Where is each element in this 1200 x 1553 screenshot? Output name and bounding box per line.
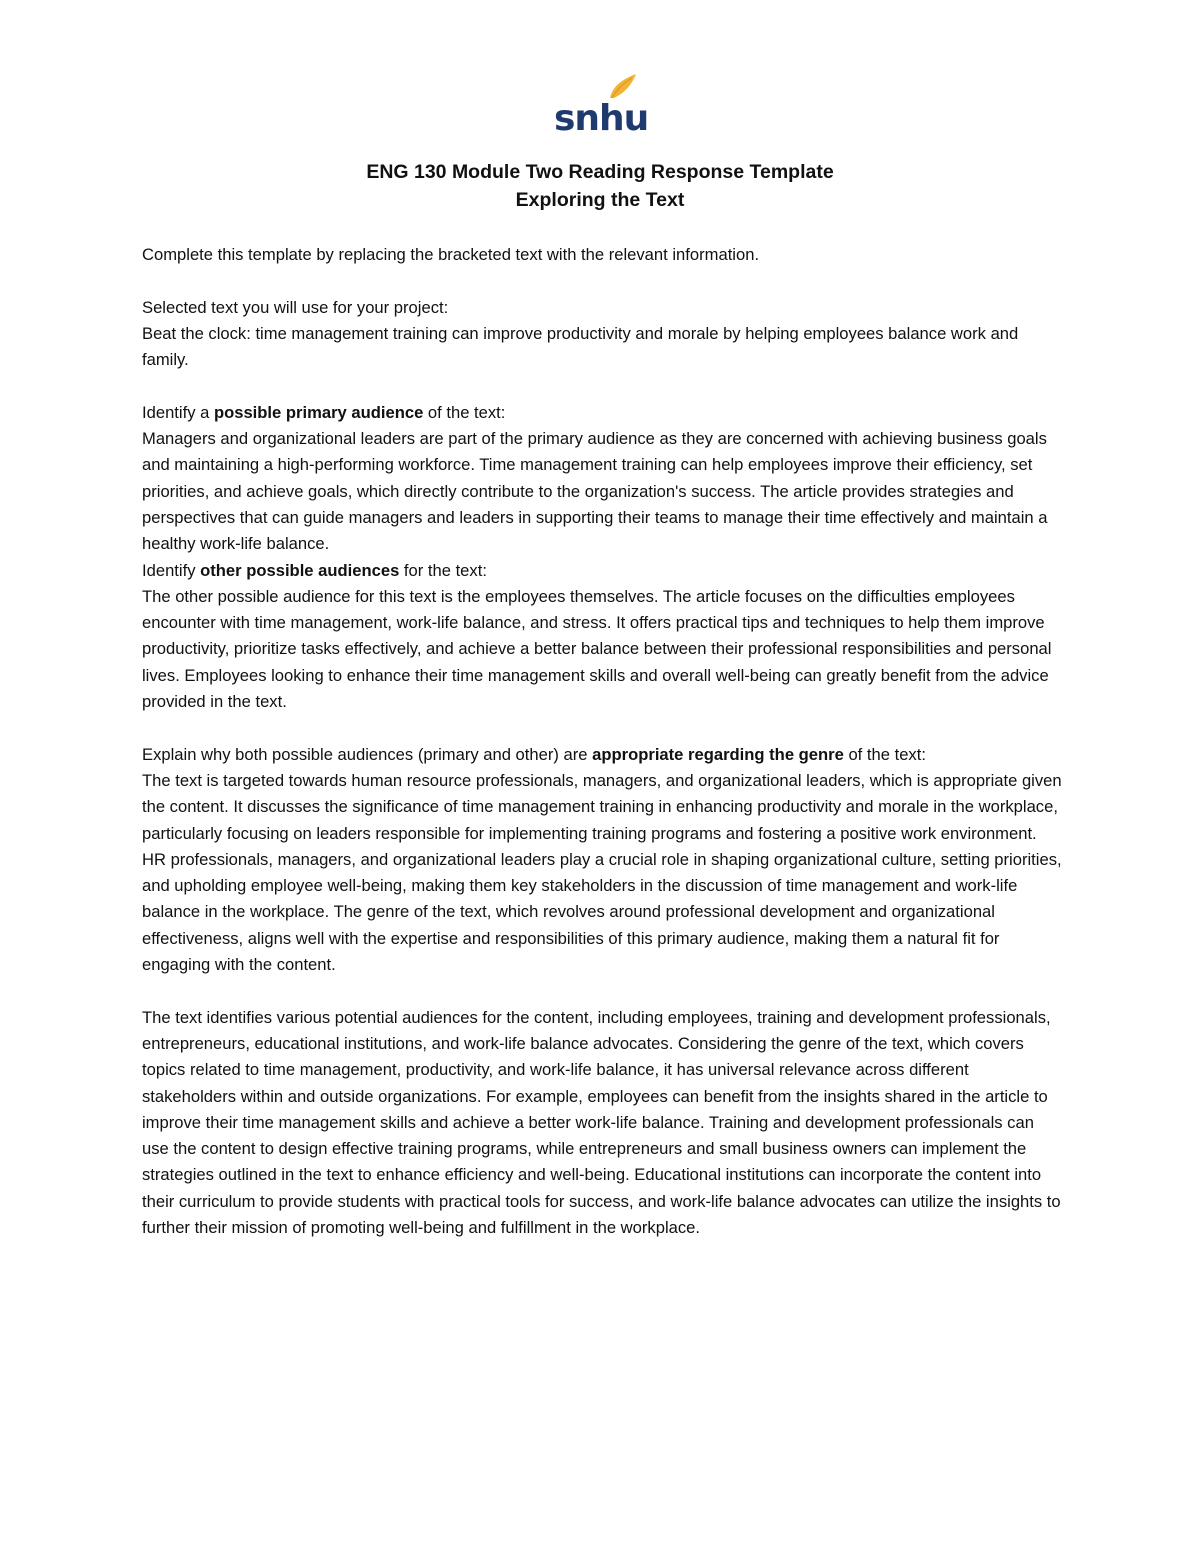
prompt-emphasis: appropriate regarding the genre [592, 744, 844, 764]
title-line-2: Exploring the Text [515, 189, 685, 211]
genre-answer-paragraph-2: The text identifies various potential audiences for the content, including employees, training and development professionals, entrepreneurs, educational institutions, and work-life balance advocates. Considering the genre of the text, which covers topics related to time management, productivity, and work-life balance, it has universal relevance across different stakeholders within and outside organizations. For example, employees can benefit from the insights shared in the article to improve their time management skills and achieve a better work-life balance. Training and development professionals can use the content to design effective training programs, while entrepreneurs and small business owners can implement the strategies outlined in the text to enhance efficiency and well-being. Educational institutions can incorporate the content into their curriculum to provide students with practical tools for success, and work-life balance advocates can utilize the insights to further their mission of promoting well-being and fulfillment in the workplace. [142, 1007, 1061, 1237]
other-audiences-answer: The other possible audience for this text is the employees themselves. The article focuses on the difficulties employees encounter with time management, work-life balance, and stress. It offers practical tips and techniques to help them improve productivity, prioritize tasks effectively, and achieve a better balance between their professional responsibilities and personal lives. Employees looking to enhance their time management skills and overall well-being can greatly benefit from the advice provided in the text. [142, 586, 1052, 712]
snhu-logo-graphic [552, 72, 648, 134]
spacer [142, 978, 1062, 1004]
other-audiences-prompt [142, 558, 1062, 584]
title-line-1: ENG 130 Module Two Reading Response Template [366, 161, 834, 183]
document-title [0, 158, 1200, 214]
document-body [142, 242, 1062, 1241]
selected-text-value: Beat the clock: time management training can improve productivity and morale by helping employees balance work and family. [142, 323, 1019, 370]
spacer [142, 373, 1062, 399]
primary-audience-prompt [142, 400, 1062, 426]
prompt-text: Identify a [142, 402, 214, 422]
prompt-text: for the text: [399, 560, 487, 580]
genre-answer-paragraph-1: The text is targeted towards human resource professionals, managers, and organizational leaders, which is appropriate given the content. It discusses the significance of time management training in enhancing productivity and morale in the workplace, particularly focusing on leaders responsible for implementing training programs and fostering a positive work environment. HR professionals, managers, and organizational leaders play a crucial role in shaping organizational culture, setting priorities, and upholding employee well-being, making them key stakeholders in the discussion of time management and work-life balance in the workplace. The genre of the text, which revolves around professional development and organizational effectiveness, aligns well with the expertise and responsibilities of this primary audience, making them a natural fit for engaging with the content. [142, 770, 1062, 975]
prompt-text: Explain why both possible audiences (primary and other) are [142, 744, 593, 764]
logo-wordmark: snhu [554, 98, 648, 134]
prompt-text: of the text: [423, 402, 506, 422]
selected-text-label: Selected text you will use for your project: [142, 297, 449, 317]
primary-audience-answer: Managers and organizational leaders are part of the primary audience as they are concerned with achieving business goals and maintaining a high-performing workforce. Time management training can help employees improve their efficiency, set priorities, and achieve goals, which directly contribute to the organization's success. The article provides strategies and perspectives that can guide managers and leaders in supporting their teams to manage their time effectively and maintain a healthy work-life balance. [142, 429, 1048, 554]
prompt-emphasis: other possible audiences [200, 560, 400, 580]
snhu-logo [552, 72, 648, 134]
leaf-icon [610, 74, 636, 98]
spacer [142, 268, 1062, 294]
instructions-text: Complete this template by replacing the bracketed text with the relevant information. [142, 245, 760, 264]
prompt-emphasis: possible primary audience [213, 402, 424, 422]
prompt-text: Identify [142, 560, 201, 580]
spacer [142, 715, 1062, 741]
prompt-text: of the text: [843, 744, 926, 764]
genre-prompt [142, 742, 1062, 768]
